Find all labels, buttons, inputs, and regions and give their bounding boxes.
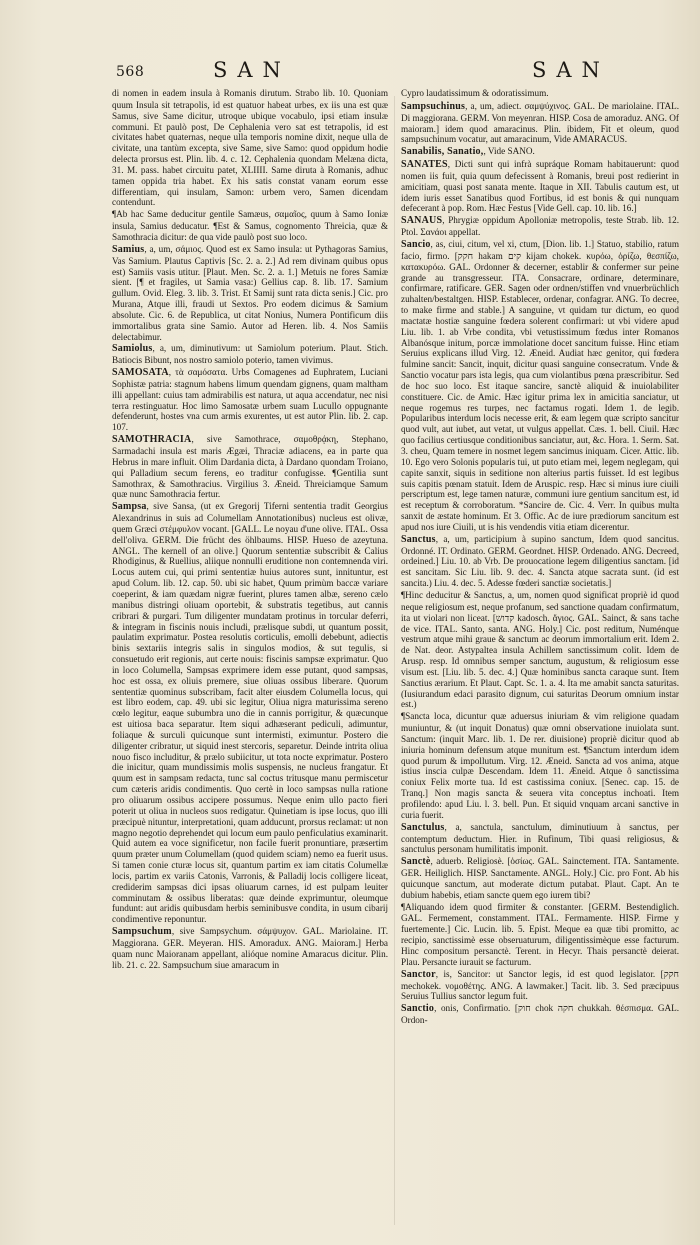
- entry-text: ¶Ab hac Same deducitur gentile Samæus, σαμαῖος, quum à Samo Ioniæ insula, Samius deducatur. ¶Est & Samus, cognomento Threicia, quæ & Samothracia dicitur: de qua vide paulò post suo loco.: [112, 209, 388, 242]
- dictionary-entry: SANATES, Dicti sunt qui infrà supráque Romam habitauerunt: quod nomen iis fuit, quia quum defecissent à Romanis, breui post redierint in amicitiam, quasi post sanata mente. Itaque in XII. Tabulis cautum est, ut idem iuris esset Sanatibus quod Fortibus, id est bonis & qui nunquam defecerant à pop. Rom. Hæc Festus [Vide Gell. cap. 10. lib. 16.]: [401, 159, 679, 214]
- entry-text: aduerb. Religiosè. [ὁσίως. GAL. Sainctement. ITA. Santamente. GER. Heiliglich. HISP. Sanctamente. ANGL. Holy.] Cic. pro Font. Ab his quicunque sanctum, aut moderate dictum putabat. Plaut. Capt. An te dubium habebis, etiam sancte quem ego iurem tibi?: [401, 856, 679, 900]
- left-column: [112, 88, 388, 1230]
- entry-text: sive Samothrace, σαμοθρᾴκη, Stephano, Sarmadachi insula est maris Ægæi, Thraciæ adiacens, ea in parte qua Hebrus in mare influit. Olim Dardania dicta, à Dardano quondam Troiano, qui Palladium secum ferens, eo traditur confugisse. ¶Gentilia sunt Samothrax, & Samothracius. Virgilius 3. Æneid. Threiciamque Samum quæ nunc Samothracia fertur.: [112, 434, 388, 500]
- dictionary-entry: [401, 88, 679, 100]
- dictionary-entry: Sanctè, aduerb. Religiosè. [ὁσίως. GAL. Sainctement. ITA. Santamente. GER. Heiliglich. HISP. Sanctamente. ANGL. Holy.] Cic. pro Font. Ab his quicunque sanctum, aut moderate dictum putabat. Plaut. Capt. An te dubium habebis, etiam sancte quem ego iurem tibi?: [401, 856, 679, 900]
- entry-text: sive Sampsychum. σάμψυχον. GAL. Mariolaine. IT. Maggiorana. GER. Meyeran. HIS. Amoradux. ANG. Maioram.] Herba quam nunc Maioranam appellant, alióque nomine Amaracus dicitur. Plin. lib. 21. c. 22. Sampsuchum siue amaracum in: [112, 926, 388, 970]
- dictionary-entry: Sampsuchinus, a, um, adiect. σαμψύχινος. GAL. De mariolaine. ITAL. Di maggiorana. GERM. Von meyenran. HISP. Cosa de amoraduz. ANG. Of maioram.] idem quod amaracinus. Plin. ibidem, Fit et oleum, quod sampsuchinum vocatur, aut amaracinum, Vide AMARACUS.: [401, 100, 679, 145]
- page-header: [0, 58, 700, 88]
- entry-text: a, um, σάμιος. Quod est ex Samo insula: ut Pythagoras Samius, Vas Samium. Plautus Captivis [Sc. 2. a. 2.] Ad rem divinam quibus opus est) Samiis vasis utitur. [Plaut. Men. Sc. 2. a. 1.] Metuis ne fores Samiæ sient. [¶ et fragiles, ut Samia vasa:) Gellius cap. 8. lib. 17. Samium gullum. Ovid. Eleg. 3. lib. 3. Trist. Et Samij sunt rata dicta senis.] Cic. pro Murana, Atque illi, fraudi ut Sextos. Pro eodem dicimus & Samium absolute. Cic. 6. de Republica, ut citat Nonius, Numera Pontificum diis immortalibus grata sine Samio. Autor ad Heren. lib. 4. Nos Samiis delectabimur.: [112, 243, 388, 342]
- entry-text: di nomen in eadem insula à Romanis dirutum. Strabo lib. 10. Quoniam quum Insula sit tetrapolis, id est quatuor habeat urbes, ex iis una est quæ Samus, sive Same dicitur, utroque ubique vocabulo, ipsi etiam insulæ communi. Et paulò post, De Cephalenia vero sat est tetrapolis, id est civitates habet quaternas, neque ulla temporis nomine dixit, neque ulla de civitate, una tantùm excepta, sive Same, sive Samo: quod oppidum hodie delecta prorsus est. Plin. lib. 4. c. 12. Cephalenia quondam Melæna dicta, 31. M. pass. habet circuitu patet, XLIIII. Same diruta à Romanis, adhuc tamen oppida tria habet. Ex his satis constat vanam eorum esse differentiam, qui insulam, Samon: urbem vero, Samen dicendam contendunt.: [112, 88, 388, 208]
- entry-headword: SANATES: [401, 159, 448, 171]
- dictionary-entry: Sanctulus, a, sanctula, sanctulum, diminutiuum à sanctus, per contemptum deductum. Hier. in Rufinum, Tibi quasi religiosus, & sanctulus personam humilitatis imponit.: [401, 821, 679, 855]
- right-column: [401, 88, 679, 1230]
- dictionary-entry: [401, 711, 679, 820]
- dictionary-entry: Sampsuchum, sive Sampsychum. σάμψυχον. GAL. Mariolaine. IT. Maggiorana. GER. Meyeran. HIS. Amoradux. ANG. Maioram.] Herba quam nunc Maioranam appellant, alióque nomine Amaracus dicitur. Plin. lib. 21. c. 22. Sampsuchum siue amaracum in: [112, 926, 388, 970]
- entry-headword: Sampsuchum: [112, 926, 172, 938]
- dictionary-entry: [112, 209, 388, 243]
- dictionary-entry: Sanabilis, Sanatio,, Vide SANO.: [401, 146, 535, 158]
- dictionary-entry: Samius, a, um, σάμιος. Quod est ex Samo insula: ut Pythagoras Samius, Vas Samium. Plautus Captivis [Sc. 2. a. 2.] Ad rem divinam quibus opus est) Samiis vasis utitur. [Plaut. Men. Sc. 2. a. 1.] Metuis ne fores Samiæ sient. [¶ et fragiles, ut Samia vasa:) Gellius cap. 8. lib. 17. Samium gullum. Ovid. Eleg. 3. lib. 3. Trist. Et Samij sunt rata dicta senis.] Cic. pro Murana, Atque illi, fraudi ut Sextos. Pro eodem dicimus & Samium absolute. Cic. 6. de Republica, ut citat Nonius, Numera Pontificum diis immortalibus grata sine Samio. Autor ad Heren. lib. 4. Nos Samiis delectabimur.: [112, 243, 388, 342]
- entry-headword: Sanctus: [401, 533, 436, 545]
- entry-text: ¶Aliquando idem quod firmiter & constanter. [GERM. Bestendiglich. GAL. Fermement, constamment. ITAL. Fermamente. HISP. Firme y fuertemente.] Cic. Lucin. lib. 5. Epist. Meque ea quæ tibi promitto, ac recipio, sanctissimè esse obseruaturum, diligentissimèque esse facturum. Hinc compositum persanctè. Terent. in Hecyr. Thais persanctè deierat. Plau. Persancte iurauit se facturum.: [401, 901, 679, 967]
- entry-headword: Sampsa: [112, 501, 147, 513]
- entry-text: onis, Confirmatio. [חוק chok חקה chukkah. θέσπισμα. GAL. Ordon-: [401, 1003, 679, 1026]
- entry-headword: SAMOSATA: [112, 367, 169, 379]
- entry-text: sive Sansa, (ut ex Gregorij Tiferni sententia tradit Georgius Alexandrinus in suis ad Columellam Annotationibus) nucleus est olivæ, quem Græci στέμφυλον vocant. [GALL. Le noyau d'une olive. ITAL. Ossa dell'oliva. GERM. Die frücht des öhlbaums. HISP. Hueso de azeytuna. ANGL. The kernell of an olive.] Quorum sententiæ subscribit & Calius Rhodiginus, & Ruellius, aliique nonnulli eruditione non contemnenda viri. Locus autem cui, qui primi sententiæ huius autores sunt, innituntur, est apud Colum. lib. 12. cap. 50. ubi sic habet, Quum primùm baccæ variare coeperint, & iam quædam nigræ fuerint, plures tamen albæ, sereno cælo manibus distringi oliuam oportebit, & substratis tegetibus, aut cannis cribrari & purgari. Tum diligenter mundatam protinus in torcular deferri, & integram in fiscinis nouis includi, prælisque subdi, ut quantum possit, paulatim exprimatur. Postea resolutis corticulis, emolli debebunt, adiectis binis sextariis integris salis in singulos modios, & sut tegulis, si consuetudo erit regionis, aut certe nouis: fiscinis sampsæ exprimatur. Quo in loco Columella, Sampsas exprimere idem esse putant, quod sampsas, hoc est ossa, ex oliuis premere, siue oliuas ossibus liberare. Quorum sententiæ quominus subscribam, facit alter eiusdem Columella locus, qui est libro eodem, cap. 49. ubi sic legitur, Oliua nigra maturissima sereno cœlo legitur, eaque subumbra uno die in cannis porrigitur, & quæcunque est uitiosa baca separatur. Item siqui adhæserant pediculi, adimuntur, foliaque & surculi quicunque sunt intermisti, eximuntur. Postero die diligenter cribratur, ut siquid inest stercoris, separetur. Deinde intrita oliua nouo fisco includitur, & prælo subiicitur, ut tota nocte exprimatur. Postero die inicitur, quam mundissimis molis suspensis, ne nucleus frangatur. Et quum est in sampsam redacta, tunc sal coctus tritusque manu permiscetur cum cæteris aridis condimentis. Quo certè in loco sampsas nulla ratione pro oliuarum ossibus accipere possumus. Neque enim ullo pacto fieri poterit ut oliua in nucleos suos redigatur. Quinetiam is ipse locus, quo illi præcipuè nituntur, interpretationi, quam adducunt, prorsus reclamat: ut non magno negotio deprehendet qui locum eum paulo penficulatius examinarit. Quid autem ea voce significetur, non facile fuerit pronuntiare, præsertim quum præter unum Columellam (quod quidem sciam) nemo ea fuerit usus. Si tamen conie cturæ locus sit, quantum partim ex iam citatis Columellæ locis, partim ex variis Catonis, Varronis, & Palladij locis colligere liceat, crediderim sampsas dici ipsas oliuarum carnes, id est pulpam leuiter comminutam & ossibus liberatas: quæ deinde exprimuntur, oleumque fundunt: aut aridis quibusdam herbis seminibusve condita, in usum cibarij condimentive reponuntur.: [112, 501, 388, 925]
- dictionary-entry: Sanctor, is, Sancitor: ut Sanctor legis, id est quod legislator. [חקק mechokek. νομοθέτης. ANG. A lawmaker.] Tacit. lib. 3. Sed præcipuus Seruius Tullius sanctor legum fuit.: [401, 968, 679, 1002]
- entry-headword: Sampsuchinus: [401, 100, 466, 112]
- dictionary-entry: SAMOTHRACIA, sive Samothrace, σαμοθρᾴκη, Stephano, Sarmadachi insula est maris Ægæi, Thraciæ adiacens, ea in parte qua Hebrus in mare influit. Olim Dardania dicta, à Dardano quondam Troiano, qui Palladium secum ferens, eo traditur confugisse. ¶Gentilia sunt Samothrax, & Samothracius. Virgilius 3. Æneid. Threiciamque Samum quæ nunc Samothracia fertur.: [112, 434, 388, 500]
- entry-text: Phrygiæ oppidum Apolloniæ metropolis, teste Strab. lib. 12. Ptol. Σανάοι appellat.: [401, 215, 679, 238]
- entry-text: a, um, adiect. σαμψύχινος. GAL. De mariolaine. ITAL. Di maggiorana. GERM. Von meyenran. HISP. Cosa de amoraduz. ANG. Of maioram.] idem quod amaracinus. Plin. ibidem, Fit et oleum, quod sampsuchinum vocatur, aut amaracinum, Vide AMARACUS.: [401, 100, 679, 145]
- dictionary-entry: Sampsa, sive Sansa, (ut ex Gregorij Tiferni sententia tradit Georgius Alexandrinus in suis ad Columellam Annotationibus) nucleus est olivæ, quem Græci στέμφυλον vocant. [GALL. Le noyau d'une olive. ITAL. Ossa dell'oliva. GERM. Die frücht des öhlbaums. HISP. Hueso de azeytuna. ANGL. The kernell of an olive.] Quorum sententiæ subscribit & Calius Rhodiginus, & Ruellius, aliique nonnulli eruditione non contemnenda viri. Locus autem cui, qui primi sententiæ huius autores sunt, innituntur, est apud Colum. lib. 12. cap. 50. ubi sic habet, Quum primùm baccæ variare coeperint, & iam quædam nigræ fuerint, plures tamen albæ, sereno cælo manibus distringi oliuam oportebit, & substratis tegetibus, aut cannis cribrari & purgari. Tum diligenter mundatam protinus in torcular deferri, & integram in fiscinis nouis includi, prælisque subdi, ut quantum possit, paulatim exprimatur. Postea resolutis corticulis, emolli debebunt, adiectis binis sextariis integris salis in singulos modios, & sut tegulis, si consuetudo erit regionis, aut certe nouis: fiscinis sampsæ exprimatur. Quo in loco Columella, Sampsas exprimere idem esse putant, quod sampsas, hoc est ossa, ex oliuis premere, siue oliuas ossibus liberare. Quorum sententiæ quominus subscribam, facit alter eiusdem Columella locus, qui est libro eodem, cap. 49. ubi sic legitur, Oliua nigra maturissima sereno cœlo legitur, eaque subumbra uno die in cannis porrigitur, & quæcunque est uitiosa baca separatur. Item siqui adhæserant pediculi, adimuntur, foliaque & surculi quicunque sunt intermisti, eximuntur. Postero die diligenter cribratur, ut siquid inest stercoris, separetur. Deinde intrita oliua nouo fisco includitur, & prælo subiicitur, ut tota nocte exprimatur. Postero die inicitur, quam mundissimis molis suspensis, ne nucleus frangatur. Et quum est in sampsam redacta, tunc sal coctus tritusque manu permiscetur cum cæteris aridis condimentis. Quo certè in loco sampsas nulla ratione pro oliuarum ossibus accipere possumus. Neque enim ullo pacto fieri poterit ut oliua in nucleos suos redigatur. Quinetiam is ipse locus, quo illi præcipuè nituntur, interpretationi, quam adducunt, prorsus reclamat: ut non magno negotio deprehendet qui locum eum paulo penficulatius examinarit. Quid autem ea voce significetur, non facile fuerit pronuntiare, præsertim quum præter unum Columellam (quod quidem sciam) nemo ea fuerit usus. Si tamen conie cturæ locus sit, quantum partim ex iam citatis Columellæ locis, partim ex variis Catonis, Varronis, & Palladij locis colligere liceat, crediderim sampsas dici ipsas oliuarum carnes, id est pulpam leuiter comminutam & ossibus liberatas: quæ deinde exprimuntur, oleumque fundunt: aut aridis quibusdam herbis seminibusve condita, in usum cibarij condimentive reponuntur.: [112, 501, 388, 925]
- entry-text: is, Sancitor: ut Sanctor legis, id est quod legislator. [חקק mechokek. νομοθέτης. ANG. A lawmaker.] Tacit. lib. 3. Sed præcipuus Seruius Tullius sanctor legum fuit.: [401, 968, 679, 1002]
- entry-text: as, ciui, citum, vel xi, ctum, [Dion. lib. 1.] Statuo, stabilio, ratum facio, firmo. [חקק hakam קים kijam chokek. κυρόω, ὁρίζω, θεσπίζω, κατακυρόω. GAL. Ordonner & decerner, establir & confermer sur peine grande au transgresseur. ITA. Consacrare, ordinare, determinare, confirmare, ratificare. GER. Sagen oder ordnen/stiffen vnd vnuerbrüchlich zuhalten/bestaltgen. HISP. Establecer, ordenar, confagrar. ANG. To decree, to make firme and stable.] A sanguine, vt quidam tur dictum, eo quod mactatæ hostiæ sanguine fœdera solerent confirmari: ut vbi videre apud Liu. lib. 1. ab Vrbe condita, vbi vetustissimum fœdus inter Romanos Albanósque initum, porcæ immolatione docet sancitum fuisse. Hinc etiam Seruius explicans illud Virg. 12. Æneid. Audiat hæc genitor, qui fœdera fulmine sancit: Sancit, inquit, dicitur quasi sanguine consecratum. Vnde & Sanctio vocatur pars ista legis, qua cum violantibus pœna præscribitur. Sed de hoc suo loco. Est itaque sancire, sanctè aliquid & inuiolabiliter constituere. Cic. de Amic. Hæc igitur prima lex in amicitia sanciatur, ut neque rogemus res turpes, nec factamus rogati. Idem 1. de legib. Popularibus interdum locis necesse erit, & eam legem quæ scripto sancitur quod vult, aut iubet, aut vetat, ut vulgus appellat. Cæs. 1. bell. Ciuil. Hæc quo facilius certiusque conditionibus sanciatur, aut, &c. Hora. 1. Serm. Sat. 3. cheu, Quam temere in nosmet legem sancimus iniquam. Cicer. Attic. lib. 10. Ego vero Solonis popularis tui, ut puto etiam mei, legem neglegam, qui capite sanxit, siquis in seditione non alterius partis fuisset. Id est legibus suis capitis pœnam statuit. Idem de Aruspic. resp. Hæc si minus iure ciuili perscriptum est, lege tamen naturæ, communi iure gentium sancitum est, id est receptum & corroboratum. *Sancire de. Cic. 4. Verr. In quibus multa sanxit de æstate hominum. Et 3. Offic. Ac de iure prædiorum sancitum est apud nos iure Ciuili, ut is his vendendis vitia etiam dicerentur.: [401, 238, 679, 532]
- dictionary-entry: [401, 590, 679, 710]
- entry-headword: Samius: [112, 243, 145, 255]
- dictionary-entry: [401, 902, 679, 968]
- entry-headword: Sanctè: [401, 856, 431, 868]
- entry-text: a, um, participium à supino sanctum, Idem quod sancitus. Ordonné. IT. Ordinato. GERM. Geordnet. HISP. Ordenado. ANG. Decreed, ordeined.] Liu. 10. ab Vrb. De prouocatione legem diligentius sanctam. [id est sancitam. Sic Liu. lib. 9. dec. 4. Sancta atque sacrata sunt. (id est sancita.) Liu. 4. dec. 5. Adesse fœderi sanctiæ societatis.]: [401, 533, 679, 589]
- entry-headword: SAMOTHRACIA: [112, 434, 192, 446]
- entry-text: Cypro laudatissimum & odoratissimum.: [401, 88, 549, 98]
- dictionary-entry: [112, 88, 388, 208]
- entry-text: ¶Sancta loca, dicuntur quæ aduersus iniuriam & vim religione quadam muniuntur, & (ut inquit Donatus) quæ omni observatione inuiolata sunt. Sanctum: (inquit Marc. lib. 1. De rer. diuisione) propriè dicitur quod ab iniuria hominum defensum atque munitum est. ¶Sanctum interdum idem quod purum & impollutum. Virg. 12. Æneid. Sancta ad vos anima, atque istius inscia culpæ Descendam. Idem 11. Æneid. Atque ô sanctissima coniux Felix morte tua. Id est castissima coniux. [Senec. cap. 15. de Tranq.] Non magis sancta & seuera vita conceptus inchoati. Item profilendo: apud Liu. l. 3. bell. Pun. Et siquid vnquam arcani sanctive in curia fuerit.: [401, 711, 679, 820]
- entry-text: ¶Hinc deducitur & Sanctus, a, um, nomen quod significat propriè id quod neque religiosum est, neque profanum, sed sanctione quadam confirmatum, ita ut violari non liceat. [קדוש kadosch. ἅγιος. GAL. Sainct, & sans tache de vice. ITAL. Santo, santa. ANG. Holy.] Cic. post reditum, Numénque vestrum atque mihi graue & sanctum ac deorum immortalium erit. Idem 2. de Nat. deor. Astypaltea insula Achillem sanctissimum colit. Idem de Arusp. resp. Id omnibus semper sanctum, augustum, & religiosum esse visum est. [Liu. lib. 5. dec. 4.] Quæ hominibus sancta caraque sunt. Item Sanctius ærarium. Et Plaut. Capt. Sc. 1. a. 4. Ita me amabit sancta saturitas. (Iusiurandum edaci parasito dignum, cui saturitas Deorum omnium instar est.): [401, 589, 679, 710]
- dictionary-entry: SAMOSATA, τὰ σαμόσατα. Urbs Comagenes ad Euphratem, Luciani Sophistæ patria: stagnum habens limum quendam gignens, quam maltham illi appellant: cuius tam admirabilis est natura, ut aqua accendatur, nec nisi terra restinguatur. Hoc limo Samosatæ urbem suam Lucullo oppugnante defenderunt, hostes vna cum armis exurentes, ut est autor Plin. lib. 2. cap. 107.: [112, 367, 388, 433]
- entry-headword: Sanctor: [401, 968, 436, 980]
- entry-text: a, um, diminutivum: ut Samiolum poterium. Plaut. Stich. Batiocis Bibunt, nos nostro samiolo poterio, tamen vivimus.: [112, 343, 388, 366]
- running-head-right: SAN: [532, 58, 610, 82]
- dictionary-entry: Samiolus, a, um, diminutivum: ut Samiolum poterium. Plaut. Stich. Batiocis Bibunt, nos nostro samiolo poterio, tamen vivimus.: [112, 343, 388, 366]
- entry-headword: SANAUS: [401, 215, 443, 227]
- entry-headword: Sanctulus: [401, 821, 445, 833]
- entry-text: a, sanctula, sanctulum, diminutiuum à sanctus, per contemptum deductum. Hier. in Rufinum, Tibi quasi religiosus, & sanctulus personam humilitatis imponit.: [401, 821, 679, 855]
- entry-text: Vide SANO.: [487, 146, 535, 157]
- dictionary-entry: SANAUS, Phrygiæ oppidum Apolloniæ metropolis, teste Strab. lib. 12. Ptol. Σανάοι appellat.: [401, 215, 679, 238]
- entry-headword: Sanabilis, Sanatio,: [401, 146, 484, 158]
- dictionary-entry: Sanctus, a, um, participium à supino sanctum, Idem quod sancitus. Ordonné. IT. Ordinato. GERM. Geordnet. HISP. Ordenado. ANG. Decreed, ordeined.] Liu. 10. ab Vrb. De prouocatione legem diligentius sanctam. [id est sancitam. Sic Liu. lib. 9. dec. 4. Sancta atque sacrata sunt. (id est sancita.) Liu. 4. dec. 5. Adesse fœderi sanctiæ societatis.]: [401, 533, 679, 589]
- entry-headword: Samiolus: [112, 343, 153, 355]
- entry-headword: Sancio: [401, 238, 431, 250]
- column-divider: [394, 96, 395, 1225]
- dictionary-entry: Sancio, as, ciui, citum, vel xi, ctum, [Dion. lib. 1.] Statuo, stabilio, ratum facio, firmo. [חקק hakam קים kijam chokek. κυρόω, ὁρίζω, θεσπίζω, κατακυρόω. GAL. Ordonner & decerner, establir & confermer sur peine grande au transgresseur. ITA. Consacrare, ordinare, determinare, confirmare, ratificare. GER. Sagen oder ordnen/stiffen vnd vnuerbrüchlich zuhalten/bestaltgen. HISP. Establecer, ordenar, confagrar. ANG. To decree, to make firme and stable.] A sanguine, vt quidam tur dictum, eo quod mactatæ hostiæ sanguine fœdera solerent confirmari: ut vbi videre apud Liu. lib. 1. ab Vrbe condita, vbi vetustissimum fœdus inter Romanos Albanósque initum, porcæ immolatione docet sancitum fuisse. Hinc etiam Seruius explicans illud Virg. 12. Æneid. Audiat hæc genitor, qui fœdera fulmine sancit: Sancit, inquit, dicitur quasi sanguine consecratum. Vnde & Sanctio vocatur pars ista legis, qua cum violantibus pœna præscribitur. Sed de hoc suo loco. Est itaque sancire, sanctè aliquid & inuiolabiliter constituere. Cic. de Amic. Hæc igitur prima lex in amicitia sanciatur, ut neque rogemus res turpes, nec factamus rogati. Idem 1. de legib. Popularibus interdum locis necesse erit, & eam legem quæ scripto sancitur quod vult, aut iubet, aut vetat, ut vulgus appellat. Cæs. 1. bell. Ciuil. Hæc quo facilius certiusque conditionibus sanciatur, aut, &c. Hora. 1. Serm. Sat. 3. cheu, Quam temere in nosmet legem sancimus iniquam. Cicer. Attic. lib. 10. Ego vero Solonis popularis tui, ut puto etiam mei, legem neglegam, qui capite sanxit, siquis in seditione non alterius partis fuisset. Id est legibus suis capitis pœnam statuit. Idem de Aruspic. resp. Hæc si minus iure ciuili perscriptum est, lege tamen naturæ, communi iure gentium sancitum est, id est receptum & corroboratum. *Sancire de. Cic. 4. Verr. In quibus multa sanxit de æstate hominum. Et 3. Offic. Ac de iure prædiorum sancitum est apud nos iure Ciuili, ut is his vendendis vitia etiam dicerentur.: [401, 238, 679, 532]
- page-number: 568: [116, 64, 145, 80]
- entry-headword: Sanctio: [401, 1003, 435, 1015]
- entry-text: τὰ σαμόσατα. Urbs Comagenes ad Euphratem, Luciani Sophistæ patria: stagnum habens limum quendam gignens, quam maltham illi appellant: cuius tam admirabilis est natura, ut aqua accendatur, nec nisi terra restinguatur. Hoc limo Samosatæ urbem suam Lucullo oppugnante defenderunt, hostes vna cum armis exurentes, ut est autor Plin. lib. 2. cap. 107.: [112, 367, 388, 433]
- running-head-left: SAN: [213, 58, 291, 82]
- dictionary-entry: Sanctio, onis, Confirmatio. [חוק chok חקה chukkah. θέσπισμα. GAL. Ordon-: [401, 1003, 679, 1026]
- entry-text: Dicti sunt qui infrà supráque Romam habitauerunt: quod nomen iis fuit, quia quum defecissent à Romanis, breui post redierint in amicitiam, quasi post sanata mente. Itaque in XII. Tabulis cautum est, ut idem iuris esset Sanatibus quod Fortibus, id est bonis & qui nunquam defecerant à pop. Rom. Hæc Festus [Vide Gell. cap. 10. lib. 16.]: [401, 159, 679, 214]
